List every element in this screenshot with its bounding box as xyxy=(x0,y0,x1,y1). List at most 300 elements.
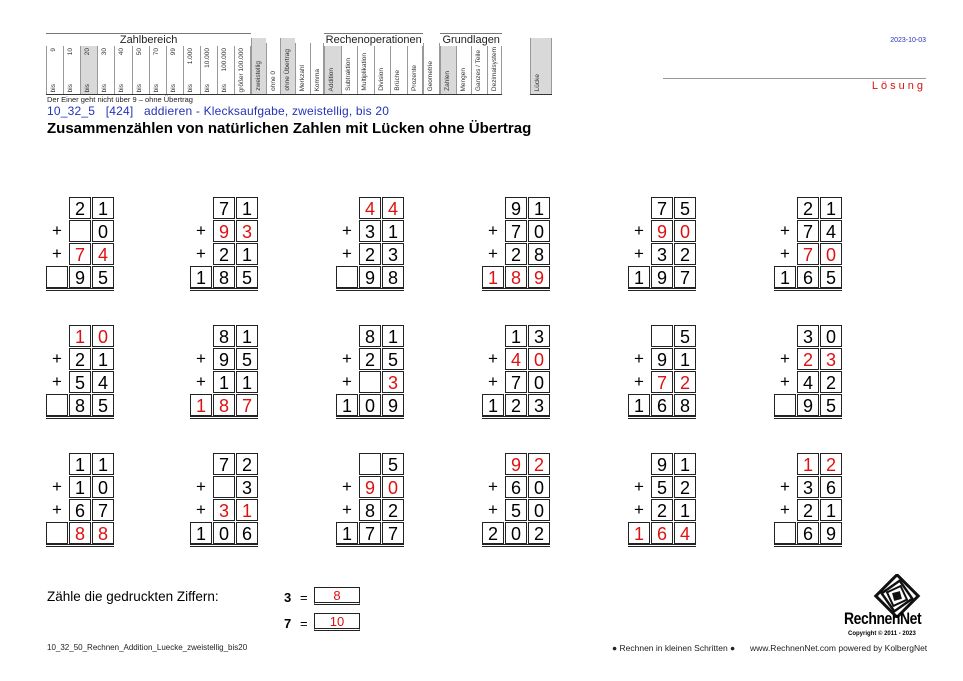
addition-problem xyxy=(46,197,118,291)
filled-gap-digit[interactable]: 3 xyxy=(236,220,258,242)
category-column xyxy=(440,46,456,94)
range-value: 70 xyxy=(152,48,160,56)
header-note: Der Einer geht nicht über 9 – ohne Übertrag xyxy=(47,95,193,104)
category-label: Subtraktion xyxy=(344,58,352,91)
plus-sign: + xyxy=(196,244,206,263)
result-digit[interactable]: 1 xyxy=(482,266,504,288)
addition-problem xyxy=(482,325,554,419)
category-2 xyxy=(324,33,423,95)
digit-cell: 2 xyxy=(213,243,235,265)
addition-problem xyxy=(190,325,262,419)
exercise-code: 10_32_5 [424] addieren - Klecksaufgabe, zweistellig, bis 20 xyxy=(47,104,390,118)
result-digit xyxy=(336,266,358,288)
plus-sign: + xyxy=(52,372,62,391)
result-underline xyxy=(628,288,696,291)
filled-gap-digit[interactable]: 9 xyxy=(505,453,527,475)
digit-cell: 3 xyxy=(797,476,819,498)
date-label: 2023-10-03 xyxy=(890,37,926,44)
result-underline xyxy=(336,288,404,291)
result-underline xyxy=(482,288,550,291)
result-underline xyxy=(46,288,114,291)
plus-sign: + xyxy=(52,244,62,263)
digit-cell: 4 xyxy=(797,371,819,393)
plus-sign: + xyxy=(342,500,352,519)
digit-cell: 2 xyxy=(505,243,527,265)
category-column xyxy=(166,46,183,94)
result-digit: 0 xyxy=(505,522,527,544)
digit-cell: 6 xyxy=(820,476,842,498)
digit-cell: 1 xyxy=(92,348,114,370)
filled-gap-digit[interactable]: 0 xyxy=(92,325,114,347)
result-digit[interactable]: 8 xyxy=(92,522,114,544)
addition-problem xyxy=(190,453,262,547)
digit-cell: 5 xyxy=(674,197,696,219)
plus-sign: + xyxy=(780,349,790,368)
filled-gap-digit[interactable]: 3 xyxy=(382,371,404,393)
category-column xyxy=(132,46,149,94)
filled-gap-digit[interactable]: 4 xyxy=(505,348,527,370)
filled-gap-digit[interactable]: 0 xyxy=(674,220,696,242)
result-digit: 1 xyxy=(774,266,796,288)
filled-gap-digit[interactable]: 4 xyxy=(382,197,404,219)
plus-sign: + xyxy=(342,477,352,496)
digit-cell: 1 xyxy=(820,499,842,521)
plus-sign: + xyxy=(52,500,62,519)
range-prefix: bis xyxy=(101,83,109,92)
digit-cell: 6 xyxy=(505,476,527,498)
filled-gap-digit[interactable]: 2 xyxy=(674,371,696,393)
category-column xyxy=(63,46,80,94)
digit-cell: 6 xyxy=(69,499,91,521)
result-digit[interactable]: 1 xyxy=(190,394,212,416)
category-column xyxy=(324,46,341,94)
digit-cell: 2 xyxy=(651,499,673,521)
addition-problem xyxy=(774,197,846,291)
result-digit: 1 xyxy=(628,266,650,288)
plus-sign: + xyxy=(634,244,644,263)
range-value: 40 xyxy=(118,48,126,56)
result-digit[interactable]: 1 xyxy=(628,522,650,544)
digit-cell: 3 xyxy=(236,476,258,498)
equals-sign: = xyxy=(300,590,308,605)
result-underline xyxy=(336,416,404,419)
category-label: Ganzes / Teile xyxy=(475,49,483,91)
digit-cell: 0 xyxy=(528,476,550,498)
filled-gap-digit[interactable]: 4 xyxy=(359,197,381,219)
count-answer-3[interactable]: 8 xyxy=(314,587,360,605)
result-digit: 1 xyxy=(336,394,358,416)
category-column xyxy=(280,38,295,94)
digit-cell: 2 xyxy=(236,453,258,475)
plus-sign: + xyxy=(342,244,352,263)
filled-gap-digit[interactable]: 4 xyxy=(92,243,114,265)
filled-gap-digit[interactable]: 3 xyxy=(820,348,842,370)
plus-sign: + xyxy=(634,372,644,391)
category-column xyxy=(251,38,266,94)
digit-cell: 1 xyxy=(69,453,91,475)
filled-gap-digit[interactable]: 7 xyxy=(69,243,91,265)
category-column xyxy=(390,46,407,94)
digit-cell: 5 xyxy=(505,499,527,521)
digit-cell: 7 xyxy=(505,220,527,242)
digit-cell: 0 xyxy=(92,220,114,242)
category-title: Zahlbereich xyxy=(46,33,251,46)
category-column xyxy=(217,46,234,94)
result-digit: 8 xyxy=(69,394,91,416)
category-label: Komma xyxy=(313,68,321,91)
result-digit: 5 xyxy=(92,266,114,288)
result-underline xyxy=(46,544,114,547)
filled-gap-digit[interactable]: 2 xyxy=(797,348,819,370)
digit-cell: 1 xyxy=(92,197,114,219)
category-label: Zahlen xyxy=(444,71,452,91)
range-prefix: bis xyxy=(67,83,75,92)
addition-problem xyxy=(482,197,554,291)
digit-cell: 8 xyxy=(213,325,235,347)
category-column xyxy=(423,43,440,94)
digit-cell: 3 xyxy=(651,243,673,265)
category-5 xyxy=(530,33,552,95)
range-prefix: bis xyxy=(118,83,126,92)
digit-cell: 2 xyxy=(797,499,819,521)
category-label: ohne Übertrag xyxy=(284,49,292,91)
category-column xyxy=(374,46,391,94)
plus-sign: + xyxy=(780,477,790,496)
filled-gap-digit[interactable]: 7 xyxy=(651,371,673,393)
result-digit: 6 xyxy=(236,522,258,544)
range-value: größer 100.000 xyxy=(238,48,246,93)
category-column xyxy=(456,46,472,94)
digit-cell: 3 xyxy=(528,325,550,347)
result-digit xyxy=(774,394,796,416)
plus-sign: + xyxy=(780,244,790,263)
filled-gap-digit[interactable]: 1 xyxy=(69,325,91,347)
result-underline xyxy=(482,544,550,547)
result-digit: 6 xyxy=(651,394,673,416)
result-digit: 1 xyxy=(336,522,358,544)
result-digit: 8 xyxy=(213,266,235,288)
digit-cell: 8 xyxy=(359,499,381,521)
result-digit: 9 xyxy=(359,266,381,288)
category-1 xyxy=(251,33,324,95)
digit-cell: 5 xyxy=(674,325,696,347)
filled-gap-digit[interactable]: 1 xyxy=(797,453,819,475)
plus-sign: + xyxy=(634,477,644,496)
solution-label: Lösung xyxy=(871,80,926,92)
category-label: Geometrie xyxy=(427,60,435,91)
result-underline xyxy=(190,544,258,547)
digit-cell: 5 xyxy=(69,371,91,393)
addition-problem xyxy=(774,325,846,419)
result-digit: 1 xyxy=(482,394,504,416)
count-label: Zähle die gedruckten Ziffern: xyxy=(47,589,219,604)
category-label: zweistellig xyxy=(255,61,263,91)
digit-cell: 7 xyxy=(213,197,235,219)
category-column xyxy=(357,46,374,94)
digit-cell: 1 xyxy=(236,371,258,393)
filled-gap-digit[interactable]: 2 xyxy=(820,453,842,475)
digit-cell: 1 xyxy=(69,476,91,498)
digit-cell xyxy=(359,371,381,393)
digit-cell: 0 xyxy=(92,476,114,498)
digit-cell: 1 xyxy=(236,243,258,265)
category-column xyxy=(234,46,251,94)
result-digit: 0 xyxy=(359,394,381,416)
result-underline xyxy=(774,288,842,291)
filled-gap-digit[interactable]: 0 xyxy=(528,348,550,370)
category-label: Division xyxy=(377,68,385,91)
footer-url[interactable]: www.RechnenNet.com powered by KolbergNet xyxy=(750,643,928,653)
plus-sign: + xyxy=(488,349,498,368)
range-prefix: bis xyxy=(186,83,194,92)
result-digit[interactable]: 9 xyxy=(528,266,550,288)
category-column xyxy=(295,43,310,94)
result-digit xyxy=(774,522,796,544)
plus-sign: + xyxy=(634,500,644,519)
digit-cell: 2 xyxy=(69,348,91,370)
result-underline xyxy=(190,416,258,419)
range-value: 20 xyxy=(84,48,92,56)
addition-problem xyxy=(46,325,118,419)
digit-cell: 2 xyxy=(820,371,842,393)
result-underline xyxy=(628,544,696,547)
digit-cell: 4 xyxy=(92,371,114,393)
category-column xyxy=(530,38,552,94)
result-digit: 2 xyxy=(482,522,504,544)
filled-gap-digit[interactable]: 0 xyxy=(820,243,842,265)
category-label: Dezimalsystem xyxy=(490,46,498,91)
addition-problem xyxy=(46,453,118,547)
digit-cell: 1 xyxy=(674,499,696,521)
result-digit: 1 xyxy=(190,266,212,288)
result-digit: 7 xyxy=(359,522,381,544)
result-digit[interactable]: 8 xyxy=(69,522,91,544)
addition-problem xyxy=(774,453,846,547)
range-value: 99 xyxy=(169,48,177,56)
digit-cell: 2 xyxy=(69,197,91,219)
range-prefix: bis xyxy=(84,83,92,92)
category-column xyxy=(471,46,487,94)
digit-cell: 2 xyxy=(674,243,696,265)
result-digit: 9 xyxy=(651,266,673,288)
digit-cell: 9 xyxy=(505,197,527,219)
result-digit[interactable]: 8 xyxy=(505,266,527,288)
plus-sign: + xyxy=(780,372,790,391)
digit-cell: 1 xyxy=(236,325,258,347)
filled-gap-digit[interactable]: 1 xyxy=(236,499,258,521)
digit-cell xyxy=(213,476,235,498)
result-digit xyxy=(46,522,68,544)
digit-cell: 1 xyxy=(505,325,527,347)
plus-sign: + xyxy=(342,349,352,368)
plus-sign: + xyxy=(488,372,498,391)
range-value: 10 xyxy=(67,48,75,56)
result-underline xyxy=(190,288,258,291)
result-underline xyxy=(628,416,696,419)
result-digit xyxy=(46,266,68,288)
result-digit[interactable]: 8 xyxy=(213,394,235,416)
digit-cell: 9 xyxy=(213,348,235,370)
category-column xyxy=(200,46,217,94)
result-digit: 0 xyxy=(213,522,235,544)
plus-sign: + xyxy=(196,500,206,519)
filled-gap-digit[interactable]: 9 xyxy=(213,220,235,242)
digit-cell: 3 xyxy=(359,220,381,242)
result-digit: 7 xyxy=(674,266,696,288)
addition-problem xyxy=(336,325,408,419)
plus-sign: + xyxy=(52,221,62,240)
result-digit[interactable]: 7 xyxy=(236,394,258,416)
digit-cell: 8 xyxy=(528,243,550,265)
digit-cell: 0 xyxy=(528,220,550,242)
digit-cell: 5 xyxy=(382,453,404,475)
digit-cell: 1 xyxy=(382,325,404,347)
category-label: Multiplikation xyxy=(361,53,369,91)
result-underline xyxy=(774,416,842,419)
plus-sign: + xyxy=(52,477,62,496)
result-digit: 9 xyxy=(797,394,819,416)
addition-problem xyxy=(628,325,700,419)
plus-sign: + xyxy=(634,221,644,240)
digit-cell: 1 xyxy=(528,197,550,219)
addition-problem xyxy=(336,453,408,547)
footer-slogan: ● Rechnen in kleinen Schritten ● xyxy=(612,643,736,653)
result-digit: 5 xyxy=(820,266,842,288)
range-prefix: bis xyxy=(203,83,211,92)
addition-problem xyxy=(628,453,700,547)
plus-sign: + xyxy=(634,349,644,368)
range-prefix: bis xyxy=(152,83,160,92)
digit-cell: 1 xyxy=(213,371,235,393)
result-digit: 2 xyxy=(528,522,550,544)
result-digit: 2 xyxy=(505,394,527,416)
plus-sign: + xyxy=(342,221,352,240)
digit-cell: 2 xyxy=(674,476,696,498)
digit-cell: 8 xyxy=(359,325,381,347)
digit-cell: 1 xyxy=(382,220,404,242)
digit-cell: 7 xyxy=(505,371,527,393)
digit-cell: 3 xyxy=(797,325,819,347)
result-underline xyxy=(336,544,404,547)
result-digit: 3 xyxy=(528,394,550,416)
digit-cell xyxy=(69,220,91,242)
filled-gap-digit[interactable]: 0 xyxy=(382,476,404,498)
digit-cell: 0 xyxy=(820,325,842,347)
category-column xyxy=(407,46,424,94)
plus-sign: + xyxy=(488,477,498,496)
result-digit: 5 xyxy=(236,266,258,288)
digit-cell: 1 xyxy=(674,348,696,370)
digit-cell: 7 xyxy=(213,453,235,475)
category-title: Grundlagen xyxy=(440,33,502,46)
category-label: Brüche xyxy=(394,70,402,91)
digit-cell xyxy=(651,325,673,347)
result-digit: 9 xyxy=(69,266,91,288)
plus-sign: + xyxy=(196,221,206,240)
digit-cell: 1 xyxy=(92,453,114,475)
category-0 xyxy=(46,33,251,95)
digit-cell: 5 xyxy=(651,476,673,498)
equals-sign: = xyxy=(300,616,308,631)
addition-problem xyxy=(190,197,262,291)
filled-gap-digit[interactable]: 3 xyxy=(213,499,235,521)
filled-gap-digit[interactable]: 2 xyxy=(528,453,550,475)
result-digit: 5 xyxy=(92,394,114,416)
digit-cell: 5 xyxy=(382,348,404,370)
plus-sign: + xyxy=(780,500,790,519)
digit-cell: 2 xyxy=(359,243,381,265)
result-digit: 1 xyxy=(628,394,650,416)
digit-cell xyxy=(359,453,381,475)
category-label: Prozente xyxy=(410,64,418,91)
category-column xyxy=(114,46,131,94)
category-column xyxy=(46,46,63,94)
result-digit: 8 xyxy=(674,394,696,416)
category-column xyxy=(487,46,503,94)
category-column xyxy=(80,46,97,94)
filled-gap-digit[interactable]: 9 xyxy=(651,220,673,242)
plus-sign: + xyxy=(488,244,498,263)
result-digit: 8 xyxy=(382,266,404,288)
digit-cell: 1 xyxy=(236,197,258,219)
count-answer-7[interactable]: 10 xyxy=(314,613,360,631)
digit-cell: 1 xyxy=(820,197,842,219)
category-label: ohne 0 xyxy=(269,71,277,91)
digit-cell: 2 xyxy=(359,348,381,370)
result-digit: 7 xyxy=(382,522,404,544)
category-3 xyxy=(423,33,440,95)
count-digit-3: 3 xyxy=(284,590,292,605)
category-4 xyxy=(440,33,502,95)
range-value: 1.000 xyxy=(186,48,194,65)
range-value: 50 xyxy=(135,48,143,56)
plus-sign: + xyxy=(780,221,790,240)
digit-cell: 9 xyxy=(651,348,673,370)
result-underline xyxy=(46,416,114,419)
category-column xyxy=(149,46,166,94)
page-title: Zusammenzählen von natürlichen Zahlen mit Lücken ohne Übertrag xyxy=(47,120,532,137)
result-digit: 6 xyxy=(797,266,819,288)
category-column xyxy=(341,46,358,94)
result-digit: 9 xyxy=(820,522,842,544)
digit-cell: 2 xyxy=(797,197,819,219)
range-prefix: bis xyxy=(221,83,228,92)
category-column xyxy=(266,43,281,94)
range-value: 100.000 xyxy=(221,48,228,72)
result-digit[interactable]: 4 xyxy=(674,522,696,544)
plus-sign: + xyxy=(488,221,498,240)
digit-cell: 1 xyxy=(674,453,696,475)
digit-cell: 9 xyxy=(651,453,673,475)
name-line xyxy=(663,78,926,79)
result-digit: 9 xyxy=(382,394,404,416)
category-column xyxy=(310,43,325,94)
filled-gap-digit[interactable]: 7 xyxy=(797,243,819,265)
category-label: Lücke xyxy=(534,73,542,91)
result-digit[interactable]: 6 xyxy=(651,522,673,544)
digit-cell: 7 xyxy=(651,197,673,219)
category-column xyxy=(97,46,114,94)
digit-cell: 7 xyxy=(797,220,819,242)
range-prefix: bis xyxy=(50,83,57,92)
result-underline xyxy=(482,416,550,419)
filled-gap-digit[interactable]: 9 xyxy=(359,476,381,498)
addition-problem xyxy=(336,197,408,291)
plus-sign: + xyxy=(196,477,206,496)
addition-problem xyxy=(628,197,700,291)
category-label: Mengen xyxy=(459,67,467,91)
count-digit-7: 7 xyxy=(284,616,292,631)
